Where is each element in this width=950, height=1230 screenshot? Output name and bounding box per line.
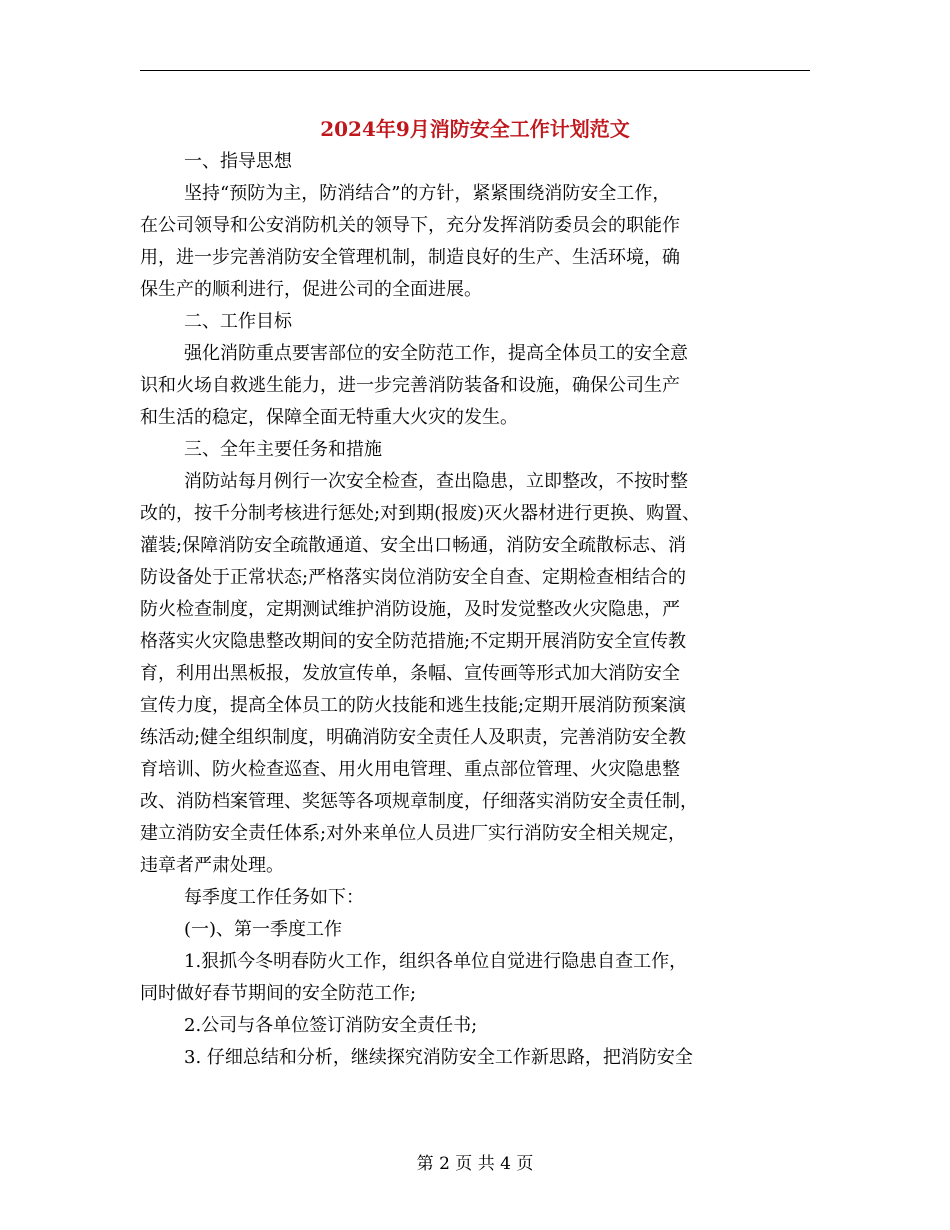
body-line: 保生产的顺利进行，促进公司的全面进展。 (140, 279, 482, 300)
body-line: 3. 仔细总结和分析，继续探究消防安全工作新思路，把消防安全 (184, 1047, 693, 1068)
body-line: (一)、第一季度工作 (184, 919, 343, 940)
body-line: 1.狠抓今冬明春防火工作，组织各单位自觉进行隐患自查工作， (184, 951, 688, 972)
body-line: 每季度工作任务如下： (184, 887, 364, 908)
body-line: 在公司领导和公安消防机关的领导下，充分发挥消防委员会的职能作 (140, 215, 680, 236)
body-line: 强化消防重点要害部位的安全防范工作，提高全体员工的安全意 (184, 343, 688, 364)
body-line: 灌装;保障消防安全疏散通道、安全出口畅通，消防安全疏散标志、消 (140, 535, 687, 556)
body-line: 2.公司与各单位签订消防安全责任书; (184, 1015, 478, 1036)
body-line: 育，利用出黑板报，发放宣传单，条幅、宣传画等形式加大消防安全 (140, 663, 680, 684)
body-line: 和生活的稳定，保障全面无特重大火灾的发生。 (140, 407, 518, 428)
body-line: 宣传力度，提高全体员工的防火技能和逃生技能;定期开展消防预案演 (140, 695, 687, 716)
body-line: 二、工作目标 (184, 311, 292, 332)
body-line: 建立消防安全责任体系;对外来单位人员进厂实行消防安全相关规定， (140, 823, 687, 844)
header-rule (140, 70, 810, 71)
body-line: 用，进一步完善消防安全管理机制，制造良好的生产、生活环境，确 (140, 247, 680, 268)
body-line: 防火检查制度，定期测试维护消防设施，及时发觉整改火灾隐患，严 (140, 599, 680, 620)
body-line: 育培训、防火检查巡查、用火用电管理、重点部位管理、火灾隐患整 (140, 759, 680, 780)
page-number: 第 2 页 共 4 页 (416, 1154, 534, 1174)
body-line: 识和火场自救逃生能力，进一步完善消防装备和设施，确保公司生产 (140, 375, 680, 396)
body-line: 改的，按千分制考核进行惩处;对到期(报废)灭火器材进行更换、购置、 (140, 503, 701, 524)
page-title: 2024年9月消防安全工作计划范文 (320, 117, 630, 141)
body-line: 消防站每月例行一次安全检查，查出隐患，立即整改，不按时整 (184, 471, 688, 492)
body-line: 三、全年主要任务和措施 (184, 439, 382, 460)
document-body (140, 146, 812, 1074)
body-line: 一、指导思想 (184, 151, 292, 172)
body-line: 同时做好春节期间的安全防范工作; (140, 983, 417, 1004)
body-line: 违章者严肃处理。 (140, 855, 284, 876)
body-line: 防设备处于正常状态;严格落实岗位消防安全自查、定期检查相结合的 (140, 567, 687, 588)
body-line: 格落实火灾隐患整改期间的安全防范措施;不定期开展消防安全宣传教 (140, 631, 687, 652)
body-line: 练活动;健全组织制度，明确消防安全责任人及职责，完善消防安全教 (140, 727, 687, 748)
body-line: 坚持“预防为主，防消结合”的方针，紧紧围绕消防安全工作， (184, 183, 671, 204)
body-line: 改、消防档案管理、奖惩等各项规章制度，仔细落实消防安全责任制， (140, 791, 698, 812)
